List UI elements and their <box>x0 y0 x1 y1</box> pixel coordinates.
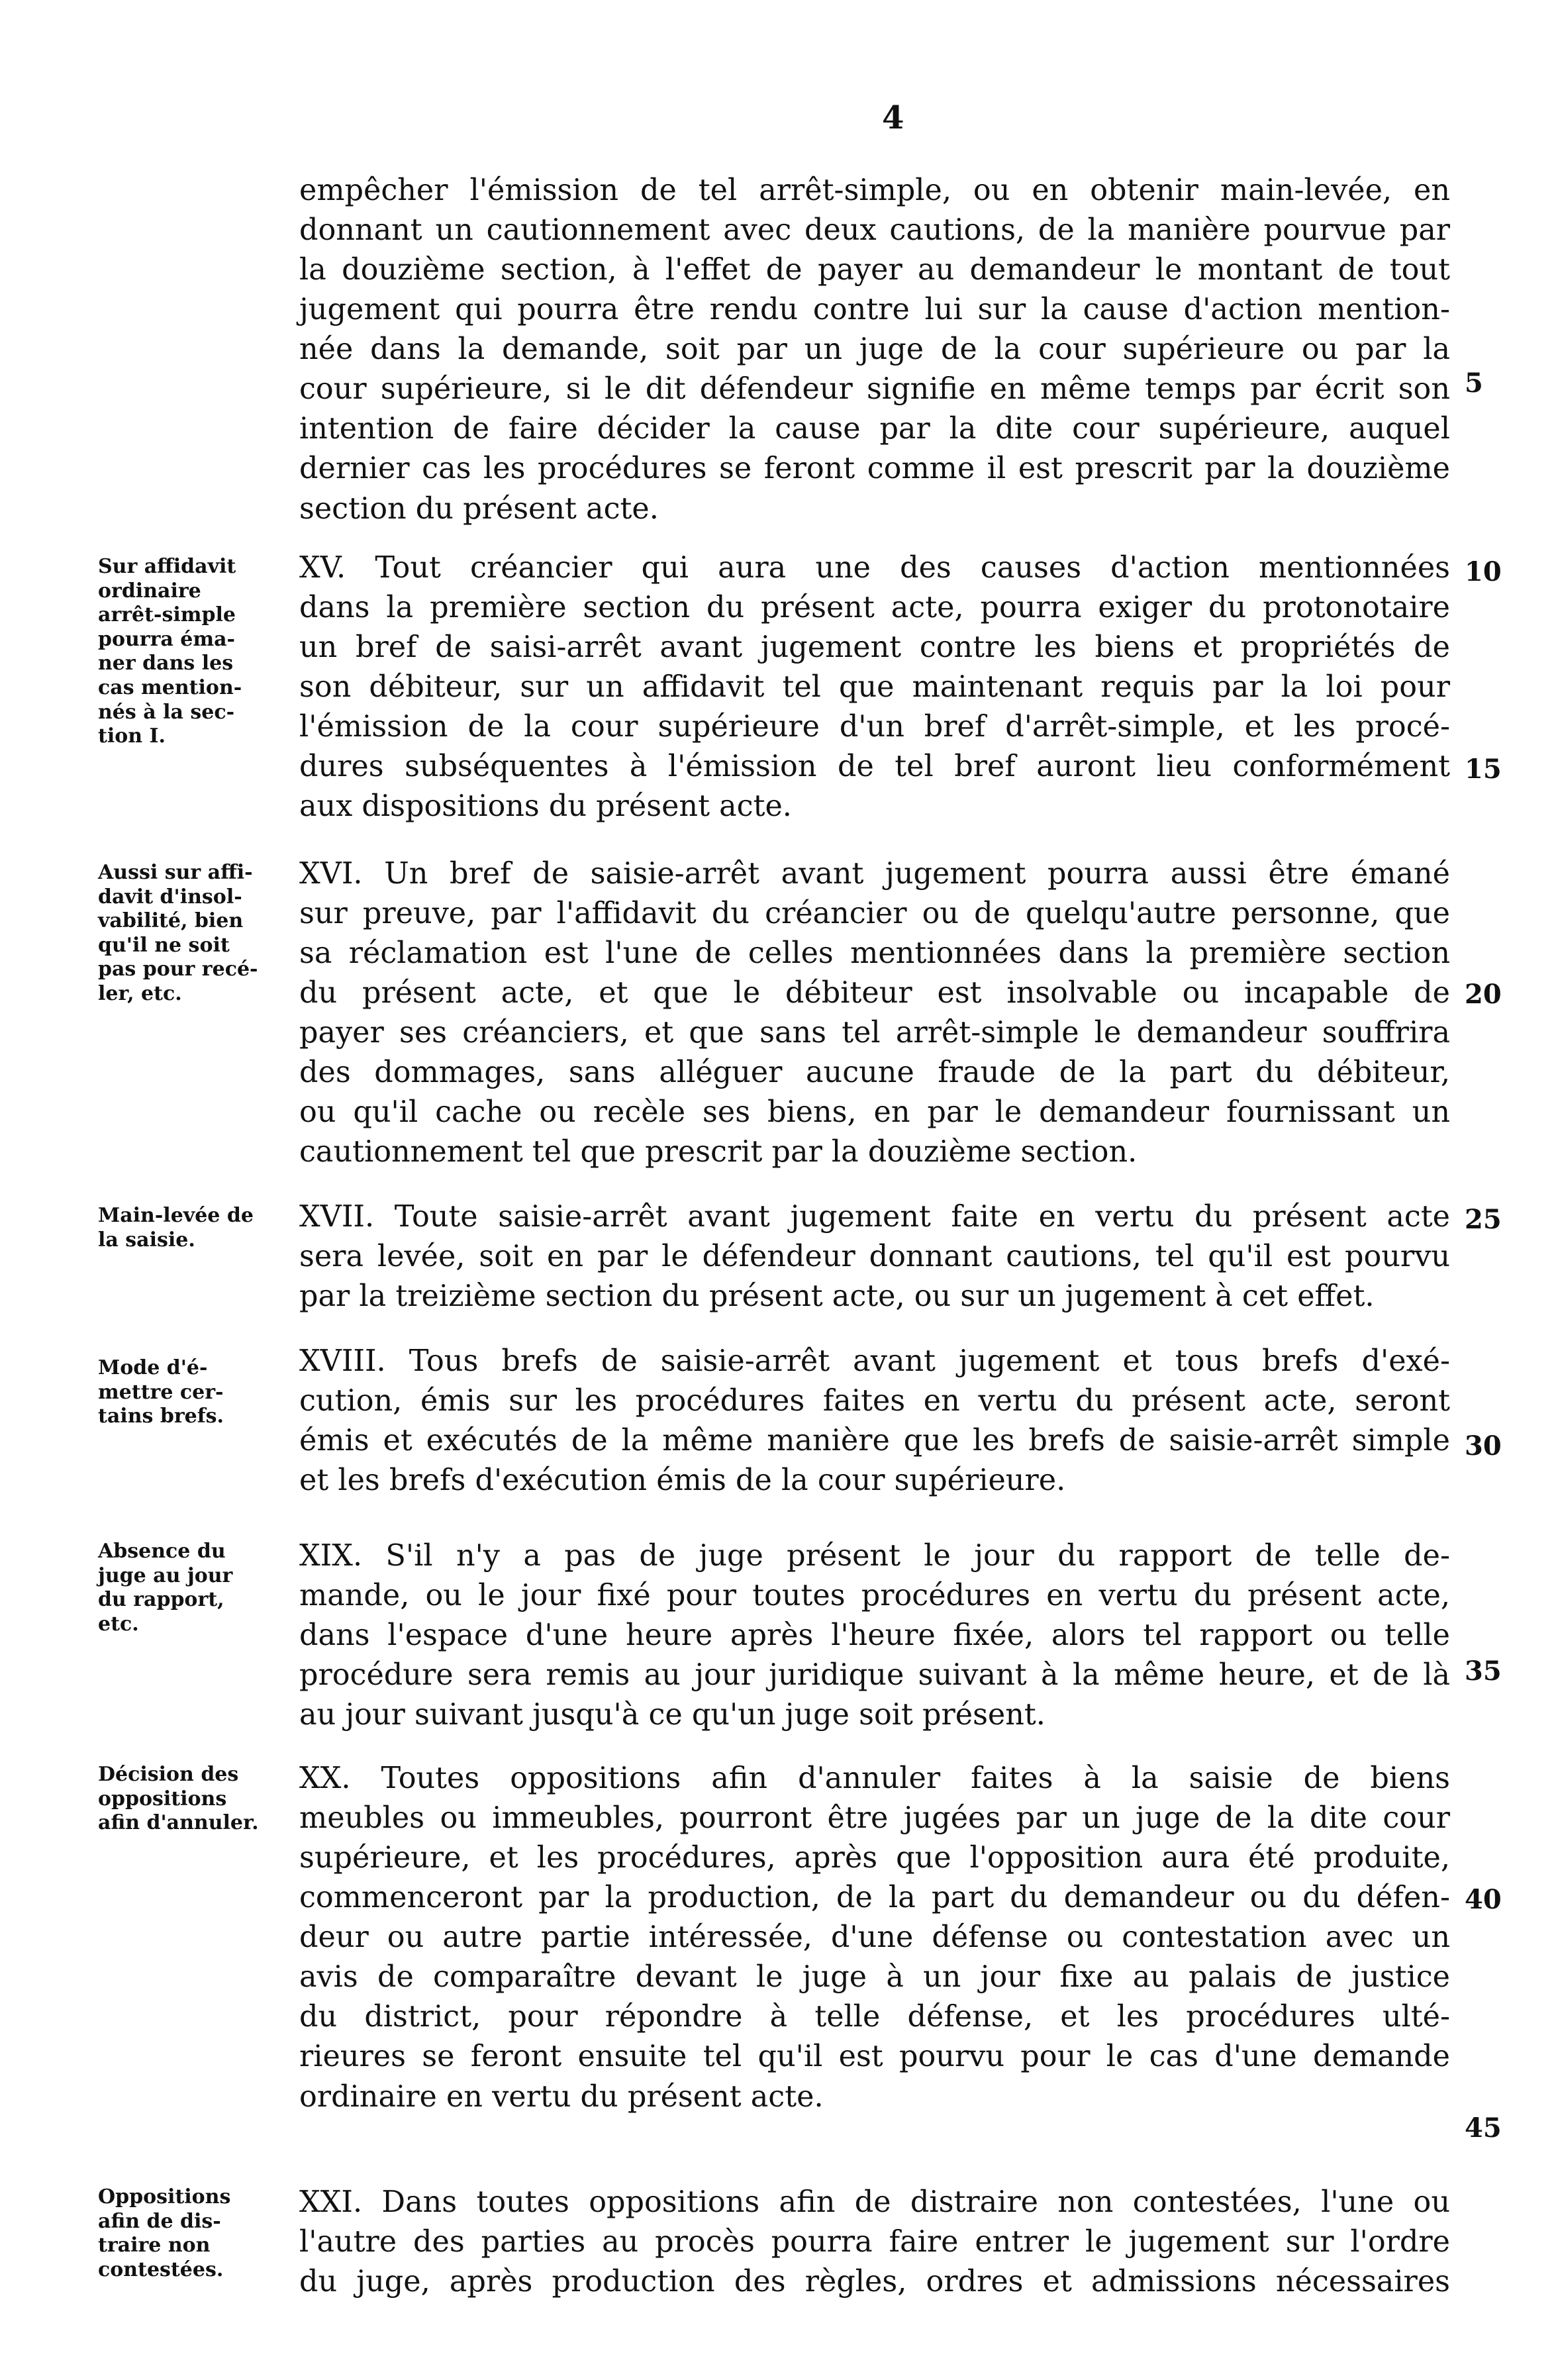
section-xx <box>299 1759 1450 2117</box>
margin-note-line: arrêt-simple <box>98 603 236 627</box>
margin-note <box>98 2185 290 2282</box>
text-line: la douzième section, à l'effet de payer au demandeur le montant de tout <box>299 253 1450 287</box>
margin-note <box>98 1204 290 1252</box>
text-line: meubles ou immeubles, pourront être jugées par un juge de la dite cour <box>299 1801 1450 1836</box>
text-line: dans l'espace d'une heure après l'heure fixée, alors tel rapport ou telle <box>299 1618 1450 1653</box>
section-xvii <box>299 1197 1450 1316</box>
margin-note <box>98 1763 290 1836</box>
line-number: 30 <box>1465 1430 1502 1462</box>
text-line: XV. Tout créancier qui aura une des causes d'action mentionnées <box>299 551 1450 585</box>
section-xxi <box>299 2183 1450 2302</box>
text-line: ou qu'il cache ou recèle ses biens, en par le demandeur fournissant un <box>299 1095 1450 1130</box>
text-line: XVIII. Tous brefs de saisie-arrêt avant jugement et tous brefs d'exé- <box>299 1344 1450 1378</box>
section-xv <box>299 548 1450 826</box>
margin-note-line: du rapport, <box>98 1588 224 1612</box>
text-line: née dans la demande, soit par un juge de la cour supérieure ou par la <box>299 332 1450 367</box>
text-line: des dommages, sans alléguer aucune fraude de la part du débiteur, <box>299 1056 1450 1090</box>
line-number: 10 <box>1465 556 1502 587</box>
margin-note-line: contestées. <box>98 2257 224 2281</box>
margin-note-line: ner dans les <box>98 652 234 675</box>
line-number: 25 <box>1465 1204 1502 1235</box>
margin-note-line: pourra éma- <box>98 627 236 651</box>
text-line: aux dispositions du présent acte. <box>299 789 792 824</box>
margin-note-line: Sur affidavit <box>98 555 236 578</box>
text-line: dures subséquentes à l'émission de tel bref auront lieu conformément <box>299 750 1450 784</box>
text-line: du présent acte, et que le débiteur est insolvable ou incapable de <box>299 976 1450 1011</box>
margin-note-line: nés à la sec- <box>98 700 235 724</box>
text-line: mande, ou le jour fixé pour toutes procédures en vertu du présent acte, <box>299 1579 1450 1613</box>
text-line: ordinaire en vertu du présent acte. <box>299 2079 824 2114</box>
text-line: du district, pour répondre à telle défense, et les procédures ulté- <box>299 2000 1450 2034</box>
margin-note-line: cas mention- <box>98 675 242 699</box>
text-line: par la treizième section du présent acte, ou sur un jugement à cet effet. <box>299 1279 1375 1314</box>
text-line: XIX. S'il n'y a pas de juge présent le jour du rapport de telle de- <box>299 1539 1450 1573</box>
margin-note-line: mettre cer- <box>98 1380 224 1404</box>
text-line: son débiteur, sur un affidavit tel que maintenant requis par la loi pour <box>299 670 1450 705</box>
text-line: rieures se feront ensuite tel qu'il est pourvu pour le cas d'une demande <box>299 2040 1450 2074</box>
text-line: XX. Toutes oppositions afin d'annuler faites à la saisie de biens <box>299 1761 1450 1795</box>
text-line: supérieure, et les procédures, après que l'opposition aura été produite, <box>299 1841 1450 1875</box>
margin-note-line: tion I. <box>98 724 166 748</box>
margin-note <box>98 1356 290 1429</box>
margin-note-line: oppositions <box>98 1787 227 1810</box>
margin-note-line: juge au jour <box>98 1563 233 1587</box>
text-line: jugement qui pourra être rendu contre lui sur la cause d'action mention- <box>299 293 1450 327</box>
text-line: XXI. Dans toutes oppositions afin de distraire non contestées, l'une ou <box>299 2185 1450 2219</box>
margin-note-line: la saisie. <box>98 1228 195 1252</box>
text-line: cution, émis sur les procédures faites en vertu du présent acte, seront <box>299 1384 1450 1418</box>
text-line: émis et exécutés de la même manière que les brefs de saisie-arrêt simple <box>299 1424 1450 1458</box>
text-line: un bref de saisi-arrêt avant jugement contre les biens et propriétés de <box>299 630 1450 665</box>
line-number: 5 <box>1465 368 1483 399</box>
line-number: 45 <box>1465 2112 1502 2144</box>
text-line: procédure sera remis au jour juridique suivant à la même heure, et de là <box>299 1658 1450 1693</box>
margin-note <box>98 555 290 749</box>
margin-note-line: Absence du <box>98 1540 226 1563</box>
section-xviii <box>299 1342 1450 1501</box>
margin-note-line: vabilité, bien <box>98 909 244 933</box>
text-line: sera levée, soit en par le défendeur donnant cautions, tel qu'il est pourvu <box>299 1240 1450 1274</box>
text-line: l'autre des parties au procès pourra faire entrer le jugement sur l'ordre <box>299 2225 1450 2259</box>
margin-note-line: Main-levée de <box>98 1204 254 1227</box>
margin-note-line: Oppositions <box>98 2185 231 2208</box>
margin-note-line: qu'il ne soit <box>98 933 230 957</box>
text-line: empêcher l'émission de tel arrêt-simple, ou en obtenir main-levée, en <box>299 174 1450 207</box>
page-number: 4 <box>882 99 904 136</box>
line-number: 20 <box>1465 979 1502 1010</box>
margin-note-line: tains brefs. <box>98 1405 224 1428</box>
text-line: et les brefs d'exécution émis de la cour supérieure. <box>299 1463 1066 1498</box>
margin-note-line: pas pour recé- <box>98 958 258 981</box>
text-line: section du présent acte. <box>299 491 659 526</box>
line-number: 40 <box>1465 1884 1502 1915</box>
text-line: sur preuve, par l'affidavit du créancier ou de quelqu'autre personne, que <box>299 897 1450 931</box>
text-line: donnant un cautionnement avec deux cautions, de la manière pourvue par <box>299 213 1450 248</box>
margin-note <box>98 1540 290 1636</box>
margin-note-line: afin de dis- <box>98 2209 221 2233</box>
section-xix <box>299 1536 1450 1735</box>
margin-note-line: ordinaire <box>98 579 201 603</box>
text-line: deur ou autre partie intéressée, d'une défense ou contestation avec un <box>299 1920 1450 1955</box>
text-line: XVII. Toute saisie-arrêt avant jugement faite en vertu du présent acte <box>299 1200 1450 1234</box>
line-number: 15 <box>1465 754 1502 785</box>
margin-note-line: Mode d'é- <box>98 1356 208 1379</box>
margin-note <box>98 861 290 1007</box>
text-line: payer ses créanciers, et que sans tel arrêt-simple le demandeur souffrira <box>299 1016 1450 1050</box>
text-line: cour supérieure, si le dit défendeur signifie en même temps par écrit son <box>299 372 1450 407</box>
paragraph-continuation <box>299 171 1450 529</box>
margin-note-line: etc. <box>98 1612 139 1636</box>
text-line: avis de comparaître devant le juge à un jour fixe au palais de justice <box>299 1960 1450 1995</box>
margin-note-line: davit d'insol- <box>98 885 242 909</box>
line-number: 35 <box>1465 1656 1502 1687</box>
text-line: au jour suivant jusqu'à ce qu'un juge soit présent. <box>299 1698 1045 1732</box>
text-line: XVI. Un bref de saisie-arrêt avant jugement pourra aussi être émané <box>299 857 1450 891</box>
text-line: dans la première section du présent acte, pourra exiger du protonotaire <box>299 591 1450 625</box>
section-xvi <box>299 854 1450 1173</box>
margin-note-line: ler, etc. <box>98 981 182 1005</box>
text-line: intention de faire décider la cause par la dite cour supérieure, auquel <box>299 412 1450 446</box>
text-line: dernier cas les procédures se feront comme il est prescrit par la douzième <box>299 452 1450 486</box>
text-line: cautionnement tel que prescrit par la douzième section. <box>299 1135 1138 1169</box>
text-line: du juge, après production des règles, ordres et admissions nécessaires <box>299 2265 1450 2299</box>
margin-note-line: traire non <box>98 2234 211 2257</box>
margin-note-line: Décision des <box>98 1763 239 1786</box>
text-line: sa réclamation est l'une de celles mentionnées dans la première section <box>299 936 1450 971</box>
margin-note-line: afin d'annuler. <box>98 1811 259 1835</box>
margin-note-line: Aussi sur affi- <box>98 861 253 884</box>
text-line: l'émission de la cour supérieure d'un bref d'arrêt-simple, et les procé- <box>299 710 1450 744</box>
text-line: commenceront par la production, de la part du demandeur ou du défen- <box>299 1881 1450 1915</box>
